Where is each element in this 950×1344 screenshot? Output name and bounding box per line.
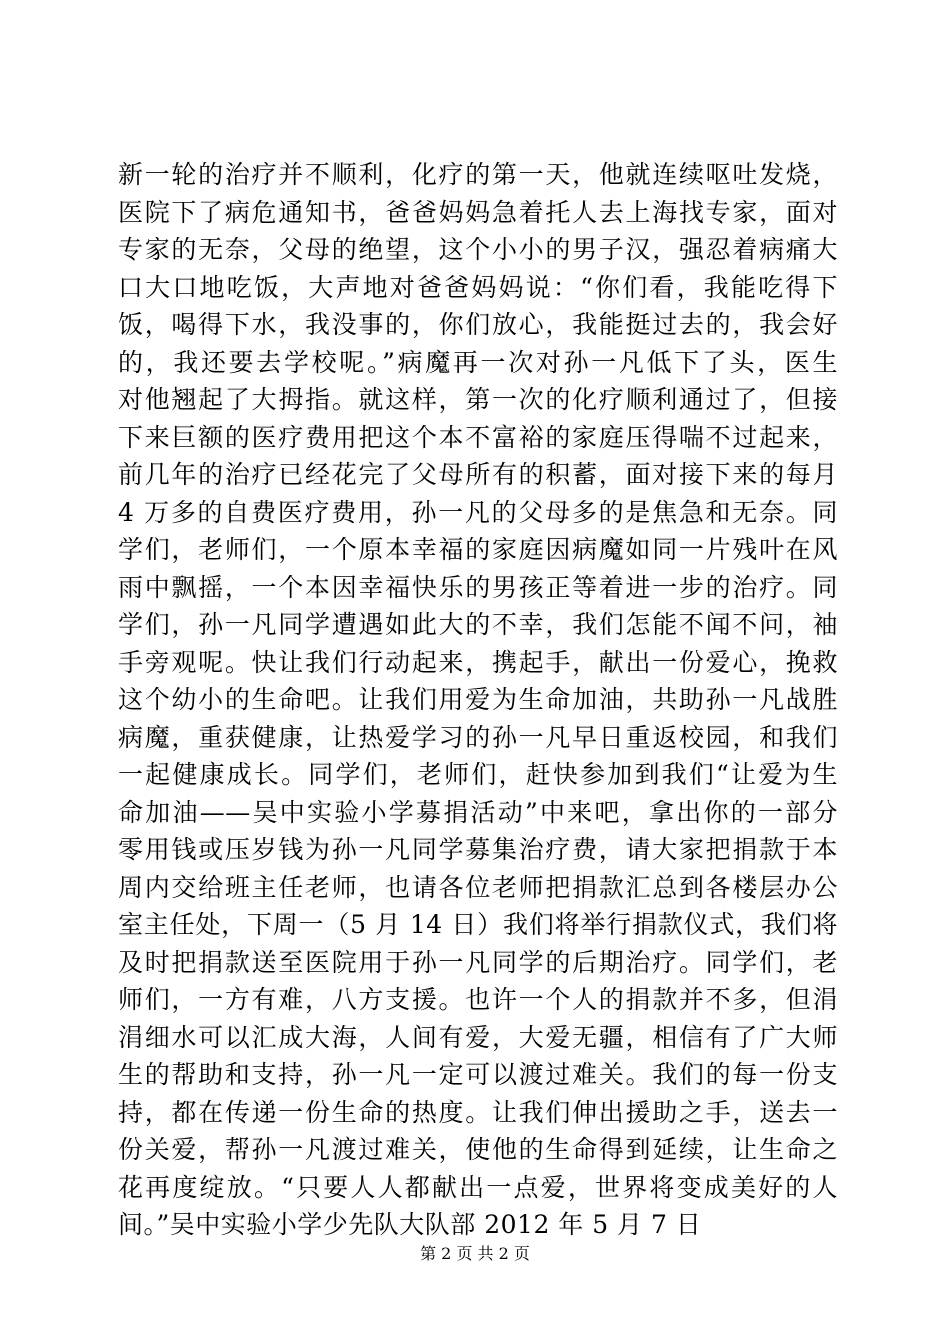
text-line: 雨中飘摇，一个本因幸福快乐的男孩正等着进一步的治疗。同: [118, 572, 838, 602]
text-line: 份关爱，帮孙一凡渡过难关，使他的生命得到延续，让生命之: [118, 1135, 838, 1164]
text-line: 的，我还要去学校呢。”病魔再一次对孙一凡低下了头，医生: [118, 347, 838, 377]
text-line: 对他翘起了大拇指。就这样，第一次的化疗顺利通过了，但接: [118, 385, 838, 414]
text-line: 前几年的治疗已经花完了父母所有的积蓄，面对接下来的每月: [118, 460, 838, 489]
text-line: 间。”吴中实验小学少先队大队部 2012 年 5 月 7 日: [118, 1210, 702, 1239]
text-line: 学们，孙一凡同学遭遇如此大的不幸，我们怎能不闻不问，袖: [118, 610, 838, 639]
text-line: 涓细水可以汇成大海，人间有爱，大爱无疆，相信有了广大师: [118, 1022, 838, 1052]
text-line: 学们，老师们，一个原本幸福的家庭因病魔如同一片残叶在风: [118, 535, 838, 564]
text-line: 这个幼小的生命吧。让我们用爱为生命加油，共助孙一凡战胜: [118, 685, 838, 714]
text-line: 病魔，重获健康，让热爱学习的孙一凡早日重返校园，和我们: [118, 722, 838, 752]
text-line: 口大口地吃饭，大声地对爸爸妈妈说：“你们看，我能吃得下: [118, 272, 838, 302]
text-line: 一起健康成长。同学们，老师们，赶快参加到我们“让爱为生: [118, 760, 838, 789]
text-line: 零用钱或压岁钱为孙一凡同学募集治疗费，请大家把捐款于本: [118, 835, 838, 864]
body-text: [118, 156, 838, 1244]
text-line: 医院下了病危通知书，爸爸妈妈急着托人去上海找专家，面对: [118, 197, 838, 227]
text-line: 周内交给班主任老师，也请各位老师把捐款汇总到各楼层办公: [118, 872, 838, 902]
page-footer: 第 2 页 共 2 页: [420, 1244, 530, 1263]
text-line: 命加油——吴中实验小学募捐活动”中来吧，拿出你的一部分: [118, 797, 838, 827]
text-line: 下来巨额的医疗费用把这个本不富裕的家庭压得喘不过起来，: [118, 422, 838, 452]
text-line: 生的帮助和支持，孙一凡一定可以渡过难关。我们的每一份支: [118, 1060, 838, 1089]
text-line: 花再度绽放。“只要人人都献出一点爱，世界将变成美好的人: [118, 1172, 838, 1202]
text-line: 师们，一方有难，八方支援。也许一个人的捐款并不多，但涓: [118, 985, 838, 1014]
text-line: 新一轮的治疗并不顺利，化疗的第一天，他就连续呕吐发烧，: [118, 160, 838, 189]
text-line: 手旁观呢。快让我们行动起来，携起手，献出一份爱心，挽救: [118, 647, 838, 677]
text-line: 专家的无奈，父母的绝望，这个小小的男子汉，强忍着病痛大: [118, 235, 838, 264]
text-line: 持，都在传递一份生命的热度。让我们伸出援助之手，送去一: [118, 1097, 838, 1127]
text-line: 饭，喝得下水，我没事的，你们放心，我能挺过去的，我会好: [118, 310, 838, 339]
text-line: 及时把捐款送至医院用于孙一凡同学的后期治疗。同学们，老: [118, 947, 838, 977]
text-line: 室主任处，下周一（5 月 14 日）我们将举行捐款仪式，我们将: [118, 910, 838, 939]
text-line: 4 万多的自费医疗费用，孙一凡的父母多的是焦急和无奈。同: [118, 497, 838, 527]
